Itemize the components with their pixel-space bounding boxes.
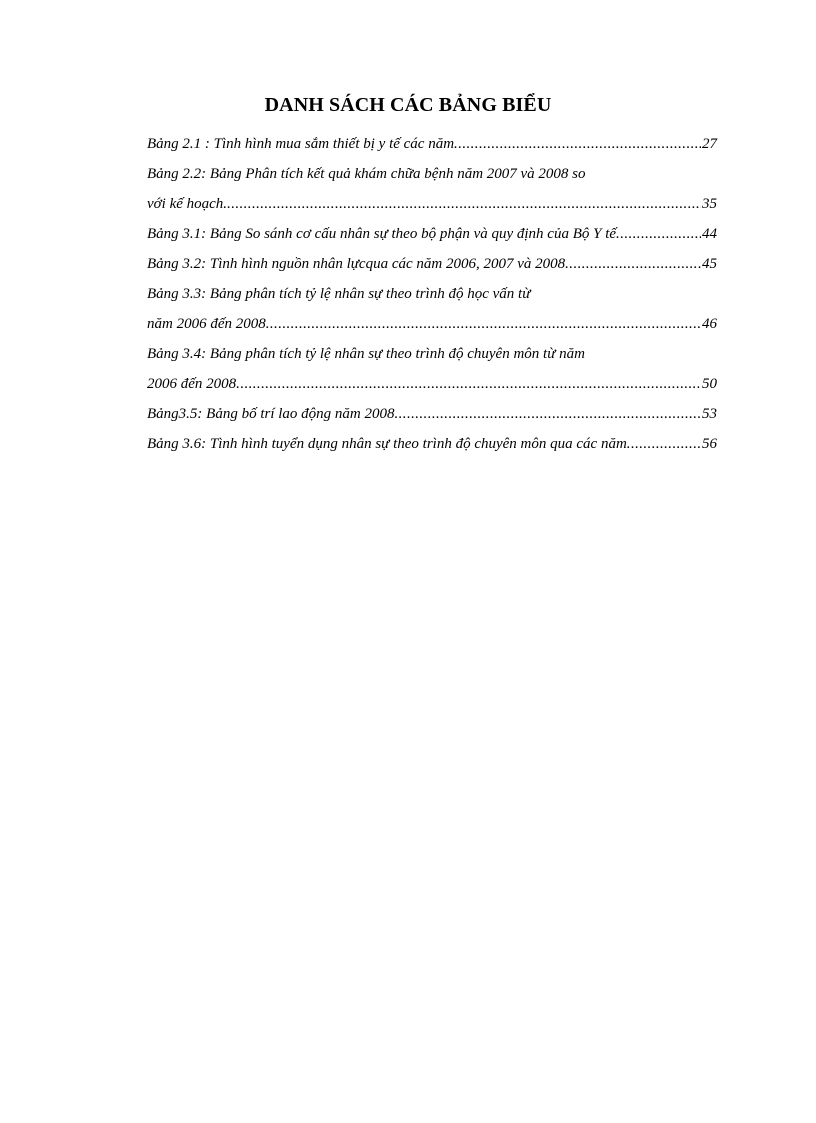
- table-list: [147, 129, 717, 459]
- toc-entry[interactable]: [147, 429, 717, 459]
- toc-entry-text: năm 2006 đến 2008: [147, 316, 266, 332]
- dot-leader: [227, 189, 701, 219]
- dot-leader: [454, 129, 701, 159]
- toc-entry[interactable]: [147, 399, 717, 429]
- dot-leader: [395, 399, 702, 429]
- toc-entry-line[interactable]: [147, 159, 717, 189]
- toc-entry[interactable]: [147, 189, 717, 219]
- dot-leader: [627, 429, 701, 459]
- dot-leader: [565, 249, 701, 279]
- toc-entry-line[interactable]: [147, 279, 717, 309]
- toc-page-number: 27: [702, 136, 717, 152]
- toc-page-number: 35: [702, 196, 717, 212]
- toc-entry[interactable]: [147, 129, 717, 159]
- toc-entry-text: Bảng 3.6: Tình hình tuyển dụng nhân sự theo trình độ chuyên môn qua các năm: [147, 436, 627, 452]
- toc-entry-text: Bảng 3.3: Bảng phân tích tỷ lệ nhân sự theo trình độ học vấn từ: [147, 286, 531, 302]
- toc-page-number: 53: [702, 406, 717, 422]
- toc-entry-text: Bảng 3.2: Tình hình nguồn nhân lựcqua các năm 2006, 2007 và 2008: [147, 256, 566, 272]
- toc-entry-text: với kế hoạch.: [147, 196, 228, 212]
- toc-entry-text: 2006 đến 2008: [147, 376, 237, 392]
- toc-page-number: 44: [702, 226, 717, 242]
- toc-entry-text: Bảng 3.1: Bảng So sánh cơ cấu nhân sự theo bộ phận và quy định của Bộ Y tế: [147, 226, 617, 242]
- dot-leader: [616, 219, 701, 249]
- toc-entry-text: Bảng 2.1 : Tình hình mua sắm thiết bị y tế các năm: [147, 136, 455, 152]
- toc-entry[interactable]: [147, 309, 717, 339]
- toc-page-number: 50: [702, 376, 717, 392]
- toc-entry[interactable]: [147, 249, 717, 279]
- page-title: DANH SÁCH CÁC BẢNG BIỂU: [264, 94, 552, 116]
- toc-page-number: 46: [702, 316, 717, 332]
- toc-entry[interactable]: [147, 369, 717, 399]
- toc-entry-text: Bảng3.5: Bảng bố trí lao động năm 2008: [147, 406, 395, 422]
- toc-page-number: 56: [702, 436, 717, 452]
- dot-leader: [266, 309, 701, 339]
- dot-leader: [236, 369, 701, 399]
- toc-entry-line[interactable]: [147, 339, 717, 369]
- toc-entry[interactable]: [147, 219, 717, 249]
- toc-page-number: 45: [702, 256, 717, 272]
- toc-entry-text: Bảng 2.2: Bảng Phân tích kết quả khám chữa bệnh năm 2007 và 2008 so: [147, 166, 586, 182]
- toc-entry-text: Bảng 3.4: Bảng phân tích tỷ lệ nhân sự theo trình độ chuyên môn từ năm: [147, 346, 585, 362]
